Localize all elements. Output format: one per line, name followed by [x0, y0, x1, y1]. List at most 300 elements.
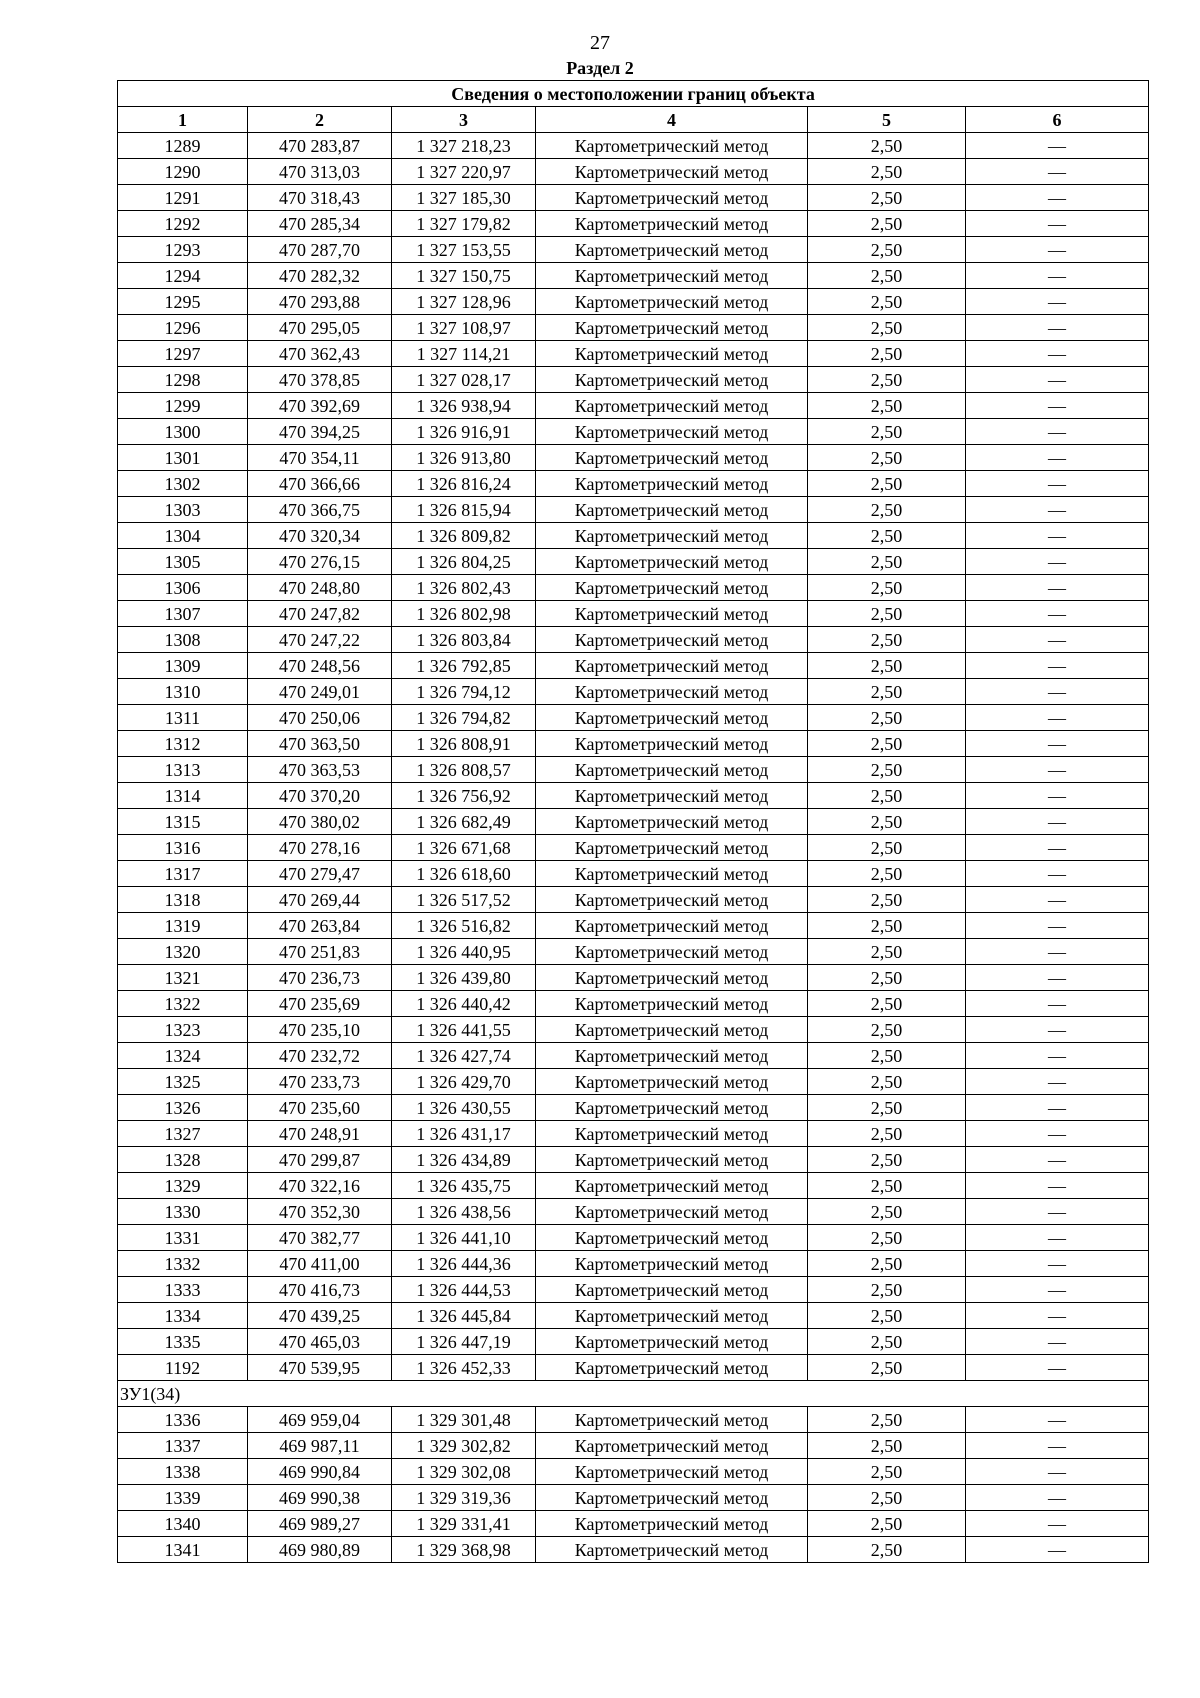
description-cell: —	[966, 471, 1149, 497]
x-coordinate-cell: 470 248,80	[248, 575, 392, 601]
boundary-coordinates-table	[117, 80, 1149, 1563]
accuracy-cell: 2,50	[808, 419, 966, 445]
accuracy-cell: 2,50	[808, 965, 966, 991]
x-coordinate-cell: 470 249,01	[248, 679, 392, 705]
description-cell: —	[966, 731, 1149, 757]
group-label: ЗУ1(34)	[118, 1381, 1149, 1407]
method-cell: Картометрический метод	[536, 211, 808, 237]
description-cell: —	[966, 1095, 1149, 1121]
accuracy-cell: 2,50	[808, 939, 966, 965]
table-row	[118, 757, 1149, 783]
method-cell: Картометрический метод	[536, 1355, 808, 1381]
method-cell: Картометрический метод	[536, 1303, 808, 1329]
x-coordinate-cell: 470 248,56	[248, 653, 392, 679]
point-number-cell: 1312	[118, 731, 248, 757]
point-number-cell: 1323	[118, 1017, 248, 1043]
method-cell: Картометрический метод	[536, 315, 808, 341]
y-coordinate-cell: 1 327 179,82	[392, 211, 536, 237]
method-cell: Картометрический метод	[536, 1043, 808, 1069]
accuracy-cell: 2,50	[808, 133, 966, 159]
y-coordinate-cell: 1 326 804,25	[392, 549, 536, 575]
table-row	[118, 1251, 1149, 1277]
y-coordinate-cell: 1 326 439,80	[392, 965, 536, 991]
page-number: 27	[590, 32, 610, 54]
accuracy-cell: 2,50	[808, 1199, 966, 1225]
table-row	[118, 1433, 1149, 1459]
method-cell: Картометрический метод	[536, 159, 808, 185]
y-coordinate-cell: 1 327 128,96	[392, 289, 536, 315]
point-number-cell: 1338	[118, 1459, 248, 1485]
accuracy-cell: 2,50	[808, 1095, 966, 1121]
point-number-cell: 1332	[118, 1251, 248, 1277]
description-cell: —	[966, 393, 1149, 419]
description-cell: —	[966, 887, 1149, 913]
y-coordinate-cell: 1 326 447,19	[392, 1329, 536, 1355]
y-coordinate-cell: 1 326 440,95	[392, 939, 536, 965]
method-cell: Картометрический метод	[536, 341, 808, 367]
x-coordinate-cell: 470 380,02	[248, 809, 392, 835]
x-coordinate-cell: 470 235,10	[248, 1017, 392, 1043]
accuracy-cell: 2,50	[808, 1121, 966, 1147]
method-cell: Картометрический метод	[536, 1173, 808, 1199]
point-number-cell: 1304	[118, 523, 248, 549]
y-coordinate-cell: 1 327 153,55	[392, 237, 536, 263]
method-cell: Картометрический метод	[536, 393, 808, 419]
y-coordinate-cell: 1 327 114,21	[392, 341, 536, 367]
method-cell: Картометрический метод	[536, 809, 808, 835]
column-header: 3	[392, 107, 536, 133]
point-number-cell: 1313	[118, 757, 248, 783]
section-title: Раздел 2	[566, 58, 634, 78]
description-cell: —	[966, 159, 1149, 185]
point-number-cell: 1331	[118, 1225, 248, 1251]
accuracy-cell: 2,50	[808, 159, 966, 185]
method-cell: Картометрический метод	[536, 1511, 808, 1537]
description-cell: —	[966, 341, 1149, 367]
x-coordinate-cell: 470 313,03	[248, 159, 392, 185]
y-coordinate-cell: 1 326 671,68	[392, 835, 536, 861]
accuracy-cell: 2,50	[808, 809, 966, 835]
x-coordinate-cell: 469 990,84	[248, 1459, 392, 1485]
accuracy-cell: 2,50	[808, 783, 966, 809]
method-cell: Картометрический метод	[536, 1329, 808, 1355]
method-cell: Картометрический метод	[536, 1537, 808, 1563]
x-coordinate-cell: 470 248,91	[248, 1121, 392, 1147]
accuracy-cell: 2,50	[808, 1511, 966, 1537]
table-row	[118, 263, 1149, 289]
description-cell: —	[966, 1329, 1149, 1355]
table-header-row	[118, 107, 1149, 133]
x-coordinate-cell: 470 366,75	[248, 497, 392, 523]
table-row	[118, 887, 1149, 913]
accuracy-cell: 2,50	[808, 731, 966, 757]
accuracy-cell: 2,50	[808, 549, 966, 575]
description-cell: —	[966, 1121, 1149, 1147]
method-cell: Картометрический метод	[536, 1017, 808, 1043]
description-cell: —	[966, 1043, 1149, 1069]
description-cell: —	[966, 445, 1149, 471]
accuracy-cell: 2,50	[808, 1043, 966, 1069]
table-row	[118, 185, 1149, 211]
table-row	[118, 1147, 1149, 1173]
table-row	[118, 1095, 1149, 1121]
table-row	[118, 601, 1149, 627]
x-coordinate-cell: 470 235,60	[248, 1095, 392, 1121]
x-coordinate-cell: 470 392,69	[248, 393, 392, 419]
x-coordinate-cell: 470 233,73	[248, 1069, 392, 1095]
column-header: 6	[966, 107, 1149, 133]
method-cell: Картометрический метод	[536, 497, 808, 523]
x-coordinate-cell: 470 352,30	[248, 1199, 392, 1225]
table-row	[118, 211, 1149, 237]
table-row	[118, 965, 1149, 991]
point-number-cell: 1290	[118, 159, 248, 185]
x-coordinate-cell: 470 263,84	[248, 913, 392, 939]
x-coordinate-cell: 470 276,15	[248, 549, 392, 575]
point-number-cell: 1333	[118, 1277, 248, 1303]
method-cell: Картометрический метод	[536, 575, 808, 601]
description-cell: —	[966, 1069, 1149, 1095]
y-coordinate-cell: 1 326 444,53	[392, 1277, 536, 1303]
column-header: 5	[808, 107, 966, 133]
accuracy-cell: 2,50	[808, 861, 966, 887]
x-coordinate-cell: 470 416,73	[248, 1277, 392, 1303]
description-cell: —	[966, 965, 1149, 991]
method-cell: Картометрический метод	[536, 1147, 808, 1173]
accuracy-cell: 2,50	[808, 1537, 966, 1563]
method-cell: Картометрический метод	[536, 939, 808, 965]
description-cell: —	[966, 419, 1149, 445]
table-row	[118, 1537, 1149, 1563]
point-number-cell: 1306	[118, 575, 248, 601]
method-cell: Картометрический метод	[536, 1199, 808, 1225]
point-number-cell: 1315	[118, 809, 248, 835]
table-row	[118, 1303, 1149, 1329]
point-number-cell: 1326	[118, 1095, 248, 1121]
accuracy-cell: 2,50	[808, 1277, 966, 1303]
point-number-cell: 1341	[118, 1537, 248, 1563]
x-coordinate-cell: 469 980,89	[248, 1537, 392, 1563]
accuracy-cell: 2,50	[808, 445, 966, 471]
point-number-cell: 1310	[118, 679, 248, 705]
table-row	[118, 1459, 1149, 1485]
accuracy-cell: 2,50	[808, 237, 966, 263]
x-coordinate-cell: 469 989,27	[248, 1511, 392, 1537]
description-cell: —	[966, 1147, 1149, 1173]
method-cell: Картометрический метод	[536, 1251, 808, 1277]
accuracy-cell: 2,50	[808, 575, 966, 601]
description-cell: —	[966, 1433, 1149, 1459]
method-cell: Картометрический метод	[536, 367, 808, 393]
table-row	[118, 1485, 1149, 1511]
y-coordinate-cell: 1 326 435,75	[392, 1173, 536, 1199]
table-row	[118, 289, 1149, 315]
x-coordinate-cell: 470 362,43	[248, 341, 392, 367]
table-row	[118, 1277, 1149, 1303]
y-coordinate-cell: 1 326 809,82	[392, 523, 536, 549]
description-cell: —	[966, 1407, 1149, 1433]
accuracy-cell: 2,50	[808, 393, 966, 419]
y-coordinate-cell: 1 326 803,84	[392, 627, 536, 653]
accuracy-cell: 2,50	[808, 1485, 966, 1511]
y-coordinate-cell: 1 326 445,84	[392, 1303, 536, 1329]
accuracy-cell: 2,50	[808, 887, 966, 913]
accuracy-cell: 2,50	[808, 211, 966, 237]
y-coordinate-cell: 1 326 429,70	[392, 1069, 536, 1095]
y-coordinate-cell: 1 327 220,97	[392, 159, 536, 185]
method-cell: Картометрический метод	[536, 1433, 808, 1459]
point-number-cell: 1297	[118, 341, 248, 367]
column-header: 4	[536, 107, 808, 133]
accuracy-cell: 2,50	[808, 601, 966, 627]
x-coordinate-cell: 470 247,82	[248, 601, 392, 627]
table-row	[118, 783, 1149, 809]
column-header: 1	[118, 107, 248, 133]
table-row	[118, 549, 1149, 575]
x-coordinate-cell: 470 236,73	[248, 965, 392, 991]
point-number-cell: 1329	[118, 1173, 248, 1199]
description-cell: —	[966, 809, 1149, 835]
table-row	[118, 991, 1149, 1017]
x-coordinate-cell: 470 269,44	[248, 887, 392, 913]
point-number-cell: 1325	[118, 1069, 248, 1095]
table-caption-row	[118, 81, 1149, 107]
point-number-cell: 1334	[118, 1303, 248, 1329]
column-header: 2	[248, 107, 392, 133]
point-number-cell: 1305	[118, 549, 248, 575]
description-cell: —	[966, 757, 1149, 783]
table-row	[118, 315, 1149, 341]
x-coordinate-cell: 470 363,53	[248, 757, 392, 783]
description-cell: —	[966, 1277, 1149, 1303]
method-cell: Картометрический метод	[536, 263, 808, 289]
x-coordinate-cell: 469 990,38	[248, 1485, 392, 1511]
accuracy-cell: 2,50	[808, 679, 966, 705]
accuracy-cell: 2,50	[808, 185, 966, 211]
x-coordinate-cell: 470 299,87	[248, 1147, 392, 1173]
point-number-cell: 1328	[118, 1147, 248, 1173]
y-coordinate-cell: 1 326 452,33	[392, 1355, 536, 1381]
table-body	[118, 133, 1149, 1563]
x-coordinate-cell: 470 363,50	[248, 731, 392, 757]
x-coordinate-cell: 470 411,00	[248, 1251, 392, 1277]
y-coordinate-cell: 1 329 368,98	[392, 1537, 536, 1563]
y-coordinate-cell: 1 326 434,89	[392, 1147, 536, 1173]
table-row	[118, 1043, 1149, 1069]
table-row	[118, 133, 1149, 159]
method-cell: Картометрический метод	[536, 1277, 808, 1303]
description-cell: —	[966, 211, 1149, 237]
description-cell: —	[966, 1251, 1149, 1277]
x-coordinate-cell: 470 285,34	[248, 211, 392, 237]
accuracy-cell: 2,50	[808, 497, 966, 523]
y-coordinate-cell: 1 329 301,48	[392, 1407, 536, 1433]
table-row	[118, 497, 1149, 523]
table-row	[118, 835, 1149, 861]
point-number-cell: 1295	[118, 289, 248, 315]
point-number-cell: 1314	[118, 783, 248, 809]
accuracy-cell: 2,50	[808, 1017, 966, 1043]
table-row	[118, 393, 1149, 419]
method-cell: Картометрический метод	[536, 445, 808, 471]
x-coordinate-cell: 470 354,11	[248, 445, 392, 471]
accuracy-cell: 2,50	[808, 991, 966, 1017]
y-coordinate-cell: 1 326 618,60	[392, 861, 536, 887]
y-coordinate-cell: 1 327 185,30	[392, 185, 536, 211]
point-number-cell: 1320	[118, 939, 248, 965]
description-cell: —	[966, 263, 1149, 289]
point-number-cell: 1318	[118, 887, 248, 913]
accuracy-cell: 2,50	[808, 913, 966, 939]
y-coordinate-cell: 1 326 808,91	[392, 731, 536, 757]
description-cell: —	[966, 575, 1149, 601]
description-cell: —	[966, 783, 1149, 809]
table-row	[118, 1511, 1149, 1537]
x-coordinate-cell: 470 251,83	[248, 939, 392, 965]
point-number-cell: 1339	[118, 1485, 248, 1511]
y-coordinate-cell: 1 326 431,17	[392, 1121, 536, 1147]
table-row	[118, 419, 1149, 445]
x-coordinate-cell: 469 959,04	[248, 1407, 392, 1433]
description-cell: —	[966, 185, 1149, 211]
method-cell: Картометрический метод	[536, 1225, 808, 1251]
y-coordinate-cell: 1 326 815,94	[392, 497, 536, 523]
y-coordinate-cell: 1 326 794,12	[392, 679, 536, 705]
method-cell: Картометрический метод	[536, 783, 808, 809]
point-number-cell: 1302	[118, 471, 248, 497]
description-cell: —	[966, 1199, 1149, 1225]
description-cell: —	[966, 133, 1149, 159]
x-coordinate-cell: 470 283,87	[248, 133, 392, 159]
point-number-cell: 1319	[118, 913, 248, 939]
description-cell: —	[966, 1017, 1149, 1043]
accuracy-cell: 2,50	[808, 705, 966, 731]
y-coordinate-cell: 1 326 916,91	[392, 419, 536, 445]
method-cell: Картометрический метод	[536, 237, 808, 263]
table-row	[118, 1329, 1149, 1355]
point-number-cell: 1289	[118, 133, 248, 159]
table-row	[118, 1069, 1149, 1095]
description-cell: —	[966, 1537, 1149, 1563]
y-coordinate-cell: 1 326 441,55	[392, 1017, 536, 1043]
point-number-cell: 1192	[118, 1355, 248, 1381]
table-row	[118, 523, 1149, 549]
method-cell: Картометрический метод	[536, 991, 808, 1017]
table-row	[118, 237, 1149, 263]
point-number-cell: 1322	[118, 991, 248, 1017]
method-cell: Картометрический метод	[536, 705, 808, 731]
method-cell: Картометрический метод	[536, 471, 808, 497]
y-coordinate-cell: 1 327 150,75	[392, 263, 536, 289]
point-number-cell: 1340	[118, 1511, 248, 1537]
description-cell: —	[966, 939, 1149, 965]
y-coordinate-cell: 1 326 441,10	[392, 1225, 536, 1251]
point-number-cell: 1301	[118, 445, 248, 471]
accuracy-cell: 2,50	[808, 523, 966, 549]
accuracy-cell: 2,50	[808, 1251, 966, 1277]
method-cell: Картометрический метод	[536, 679, 808, 705]
point-number-cell: 1335	[118, 1329, 248, 1355]
x-coordinate-cell: 470 287,70	[248, 237, 392, 263]
table-row	[118, 341, 1149, 367]
description-cell: —	[966, 601, 1149, 627]
y-coordinate-cell: 1 326 756,92	[392, 783, 536, 809]
method-cell: Картометрический метод	[536, 523, 808, 549]
point-number-cell: 1309	[118, 653, 248, 679]
accuracy-cell: 2,50	[808, 1069, 966, 1095]
method-cell: Картометрический метод	[536, 133, 808, 159]
point-number-cell: 1330	[118, 1199, 248, 1225]
description-cell: —	[966, 627, 1149, 653]
x-coordinate-cell: 470 439,25	[248, 1303, 392, 1329]
table-row	[118, 627, 1149, 653]
x-coordinate-cell: 470 278,16	[248, 835, 392, 861]
description-cell: —	[966, 653, 1149, 679]
x-coordinate-cell: 470 232,72	[248, 1043, 392, 1069]
method-cell: Картометрический метод	[536, 289, 808, 315]
accuracy-cell: 2,50	[808, 1407, 966, 1433]
x-coordinate-cell: 470 322,16	[248, 1173, 392, 1199]
description-cell: —	[966, 1303, 1149, 1329]
method-cell: Картометрический метод	[536, 1485, 808, 1511]
y-coordinate-cell: 1 326 792,85	[392, 653, 536, 679]
y-coordinate-cell: 1 329 302,08	[392, 1459, 536, 1485]
description-cell: —	[966, 861, 1149, 887]
x-coordinate-cell: 470 279,47	[248, 861, 392, 887]
method-cell: Картометрический метод	[536, 913, 808, 939]
accuracy-cell: 2,50	[808, 1355, 966, 1381]
description-cell: —	[966, 1485, 1149, 1511]
description-cell: —	[966, 679, 1149, 705]
x-coordinate-cell: 469 987,11	[248, 1433, 392, 1459]
method-cell: Картометрический метод	[536, 965, 808, 991]
point-number-cell: 1308	[118, 627, 248, 653]
y-coordinate-cell: 1 326 682,49	[392, 809, 536, 835]
accuracy-cell: 2,50	[808, 1433, 966, 1459]
description-cell: —	[966, 991, 1149, 1017]
accuracy-cell: 2,50	[808, 1173, 966, 1199]
accuracy-cell: 2,50	[808, 289, 966, 315]
description-cell: —	[966, 237, 1149, 263]
point-number-cell: 1294	[118, 263, 248, 289]
y-coordinate-cell: 1 326 816,24	[392, 471, 536, 497]
y-coordinate-cell: 1 326 427,74	[392, 1043, 536, 1069]
x-coordinate-cell: 470 394,25	[248, 419, 392, 445]
point-number-cell: 1307	[118, 601, 248, 627]
table-row	[118, 679, 1149, 705]
point-number-cell: 1321	[118, 965, 248, 991]
y-coordinate-cell: 1 326 808,57	[392, 757, 536, 783]
table-row	[118, 1225, 1149, 1251]
point-number-cell: 1291	[118, 185, 248, 211]
point-number-cell: 1337	[118, 1433, 248, 1459]
point-number-cell: 1303	[118, 497, 248, 523]
point-number-cell: 1300	[118, 419, 248, 445]
accuracy-cell: 2,50	[808, 653, 966, 679]
accuracy-cell: 2,50	[808, 1329, 966, 1355]
table-caption: Сведения о местоположении границ объекта	[118, 81, 1149, 107]
accuracy-cell: 2,50	[808, 471, 966, 497]
description-cell: —	[966, 315, 1149, 341]
table-row	[118, 367, 1149, 393]
point-number-cell: 1324	[118, 1043, 248, 1069]
y-coordinate-cell: 1 326 517,52	[392, 887, 536, 913]
accuracy-cell: 2,50	[808, 627, 966, 653]
point-number-cell: 1299	[118, 393, 248, 419]
method-cell: Картометрический метод	[536, 419, 808, 445]
accuracy-cell: 2,50	[808, 1303, 966, 1329]
x-coordinate-cell: 470 465,03	[248, 1329, 392, 1355]
